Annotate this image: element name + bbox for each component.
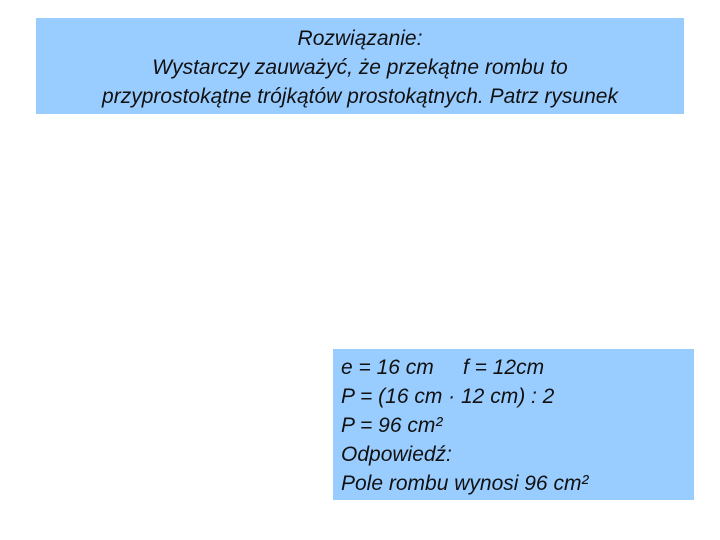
answer-heading: Odpowiedź: [341, 443, 452, 466]
diagonals-line: e = 16 cm f = 12cm [341, 356, 545, 379]
solution-line-1: Wystarczy zauważyć, że przekątne rombu to [152, 56, 568, 79]
answer-sentence: Pole rombu wynosi 96 cm² [341, 472, 589, 495]
solution-text-box [36, 18, 684, 114]
area-formula-line: P = (16 cm · 12 cm) : 2 [341, 385, 555, 408]
solution-line-2: przyprostokątne trójkątów prostokątnych. Patrz rysunek [102, 85, 618, 108]
solution-heading: Rozwiązanie: [297, 27, 423, 50]
area-result-line: P = 96 cm² [341, 414, 443, 437]
answer-text-box [333, 349, 694, 500]
